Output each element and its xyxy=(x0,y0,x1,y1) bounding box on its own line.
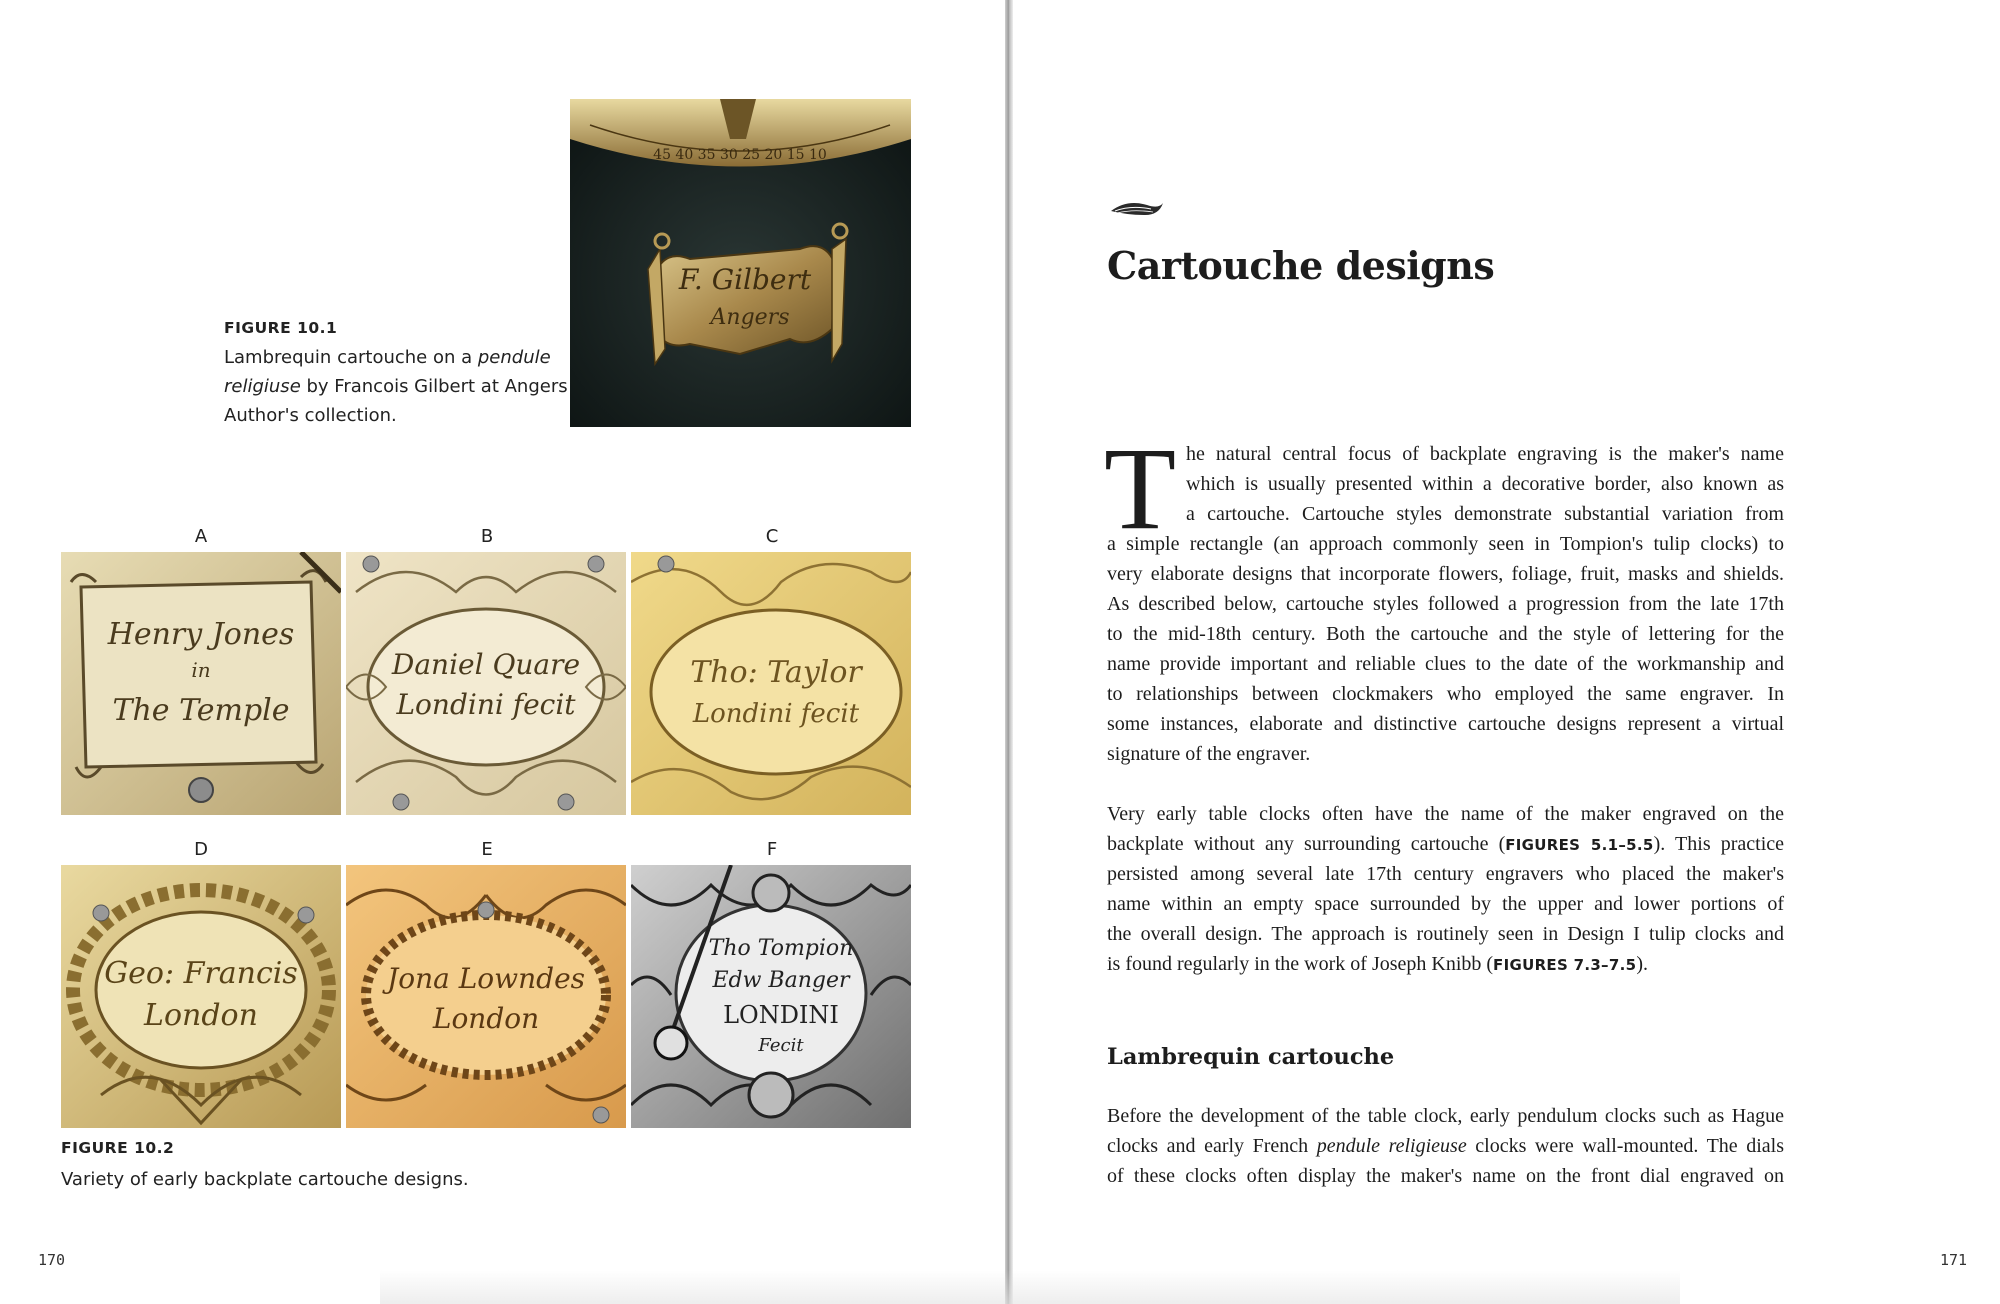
paragraph-2-line: Very early table clocks often have the name of the maker engraved on the xyxy=(1107,803,1784,825)
figure-10-1-caption-line-3: Author's collection. xyxy=(224,405,397,426)
paragraph-1-line: to relationships between clockmakers who employed the same engraver. In xyxy=(1107,683,1784,705)
plaque-maker: F. Gilbert xyxy=(678,263,812,296)
paragraph-3-line: Before the development of the table clock, early pendulum clocks such as Hague xyxy=(1107,1105,1784,1127)
engraving-a-line-1: Henry Jones xyxy=(107,617,295,652)
figure-10-1-label: FIGURE 10.1 xyxy=(224,319,338,337)
cartouche-photo-a xyxy=(61,552,341,815)
panel-letter-a: A xyxy=(194,526,208,547)
engraving-a-line-3: The Temple xyxy=(112,693,290,728)
figure-10-2-caption: Variety of early backplate cartouche designs. xyxy=(61,1169,469,1190)
engraving-f-line-3: LONDINI xyxy=(723,1001,839,1029)
plaque-town: Angers xyxy=(710,305,790,330)
engraving-f-line-2: Edw Banger xyxy=(712,968,850,993)
engraving-f-line-4: Fecit xyxy=(758,1035,804,1056)
cartouche-photo-c xyxy=(631,552,911,815)
paragraph-1-line: a simple rectangle (an approach commonly seen in Tompion's tulip clocks) to xyxy=(1107,533,1784,555)
paragraph-1-line: very elaborate designs that incorporate flowers, foliage, fruit, masks and shields. xyxy=(1107,563,1784,585)
engraving-d-line-2: London xyxy=(144,998,258,1033)
engraving-d-line-1: Geo: Francis xyxy=(104,956,298,991)
figure-10-1-photo xyxy=(570,99,911,427)
cartouche-photo-b xyxy=(346,552,626,815)
paragraph-2-line: persisted among several late 17th century engravers who placed the maker's xyxy=(1107,863,1784,885)
engraving-b-line-1: Daniel Quare xyxy=(391,648,581,681)
paragraph-1-line: he natural central focus of backplate engraving is the maker's name xyxy=(1186,443,1784,465)
cartouche-photo-d xyxy=(61,865,341,1128)
section-title: Cartouche designs xyxy=(1107,243,1495,288)
figure-reference: FIGURES 7.3–7.5 xyxy=(1493,956,1637,974)
paragraph-2-line: name within an empty space surrounded by the upper and lower portions of xyxy=(1107,893,1784,915)
paragraph-1-line: a cartouche. Cartouche styles demonstrate substantial variation from xyxy=(1186,503,1784,525)
book-gutter xyxy=(1005,0,1013,1304)
paragraph-1-line: to the mid-18th century. Both the cartouche and the style of lettering for the xyxy=(1107,623,1784,645)
paragraph-2-line: is found regularly in the work of Joseph Knibb (FIGURES 7.3–7.5). xyxy=(1107,953,1649,975)
paragraph-3-line: of these clocks often display the maker's name on the front dial engraved on xyxy=(1107,1165,1784,1187)
paragraph-1-line: which is usually presented within a decorative border, also known as xyxy=(1186,473,1784,495)
fleuron-ornament-icon xyxy=(1107,197,1167,221)
engraving-c-line-1: Tho: Taylor xyxy=(690,655,862,690)
page-shadow xyxy=(380,1270,1680,1304)
cartouche-photo-e xyxy=(346,865,626,1128)
panel-letter-d: D xyxy=(194,839,208,860)
paragraph-1-line: some instances, elaborate and distinctive cartouche designs represent a virtual xyxy=(1107,713,1784,735)
panel-letter-e: E xyxy=(481,839,493,860)
subsection-title: Lambrequin cartouche xyxy=(1107,1044,1395,1070)
paragraph-2-line: backplate without any surrounding cartouche (FIGURES 5.1–5.5). This practice xyxy=(1107,833,1785,855)
page-number-left: 170 xyxy=(38,1251,66,1269)
figure-10-1-caption-line-2: religiuse by Francois Gilbert at Angers xyxy=(224,376,568,397)
panel-letter-c: C xyxy=(765,526,779,547)
drop-cap: T xyxy=(1104,423,1177,554)
paragraph-2-line: the overall design. The approach is routinely seen in Design I tulip clocks and xyxy=(1107,923,1784,945)
figure-10-1-caption-line-1: Lambrequin cartouche on a pendule xyxy=(224,347,551,368)
paragraph-1-line: signature of the engraver. xyxy=(1107,743,1311,765)
paragraph-1-line: As described below, cartouche styles followed a progression from the late 17th xyxy=(1107,593,1784,615)
engraving-e-line-2: London xyxy=(432,1002,540,1035)
figure-10-2-label: FIGURE 10.2 xyxy=(61,1139,175,1157)
engraving-f-line-1: Tho Tompion xyxy=(708,936,854,961)
page-number-right: 171 xyxy=(1940,1251,1968,1269)
engraving-a-line-2: in xyxy=(191,658,211,682)
engraving-e-line-1: Jona Lowndes xyxy=(386,962,586,995)
panel-letter-b: B xyxy=(480,526,494,547)
dial-numerals: 45 40 35 30 25 20 15 10 xyxy=(653,147,827,163)
cartouche-photo-f xyxy=(631,865,911,1128)
engraving-b-line-2: Londini fecit xyxy=(396,688,576,721)
panel-letter-f: F xyxy=(766,839,778,860)
paragraph-1-line: name provide important and reliable clues to the date of the workmanship and xyxy=(1107,653,1784,675)
paragraph-3-line: clocks and early French pendule religieuse clocks were wall-mounted. The dials xyxy=(1107,1135,1785,1157)
figure-reference: FIGURES 5.1–5.5 xyxy=(1505,836,1654,854)
engraving-c-line-2: Londini fecit xyxy=(692,699,860,729)
